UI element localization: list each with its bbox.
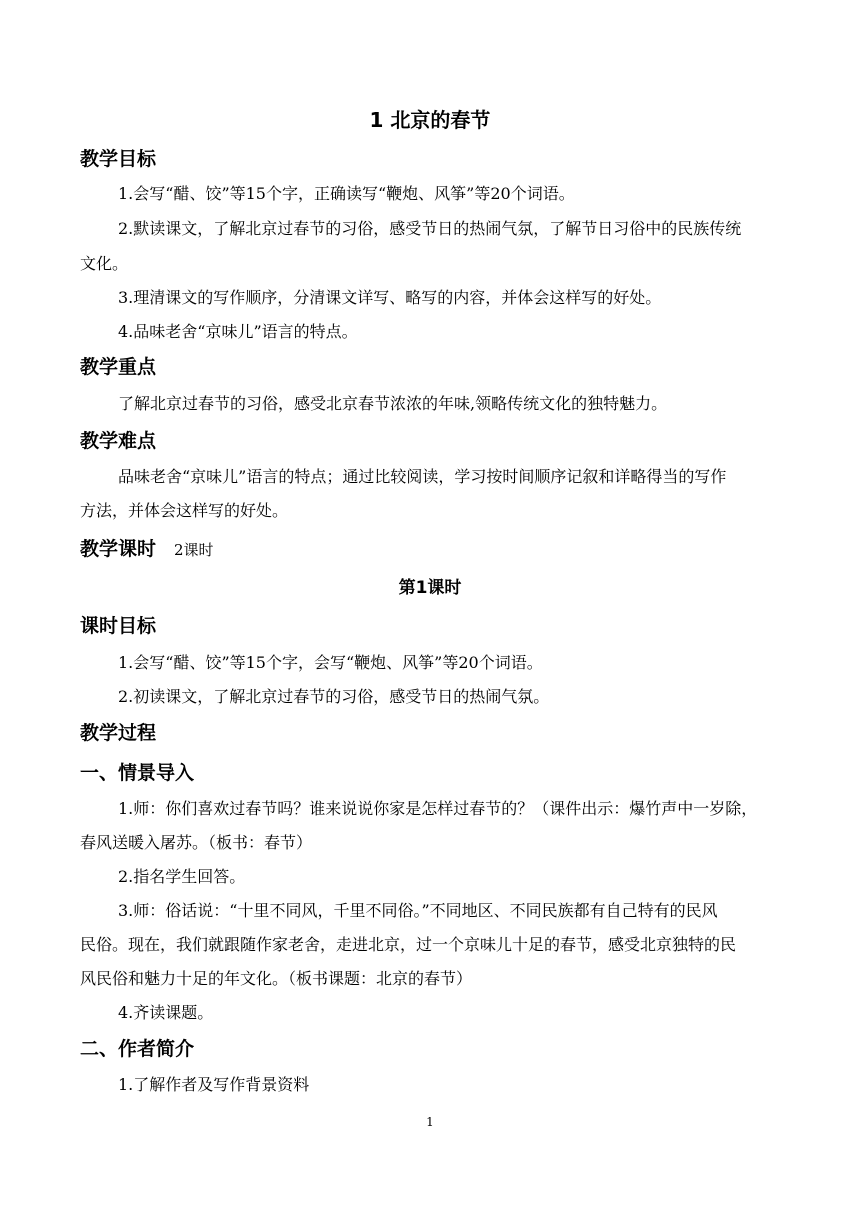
heading-teaching-process: 教学过程 <box>80 722 157 744</box>
heading-key-points: 教学重点 <box>80 356 157 378</box>
difficulties-text-line1: 品味老舍“京味儿”语言的特点；通过比较阅读，学习按时间顺序记叙和详略得当的写作 <box>118 467 727 486</box>
lesson-goal-2: 2.初读课文，了解北京过春节的习俗，感受节日的热闹气氛。 <box>118 687 550 706</box>
page-number: 1 <box>426 1115 434 1129</box>
heading-difficulties: 教学难点 <box>80 430 157 452</box>
part1-step3-line1: 3.师：俗话说：“十里不同风，千里不同俗。”不同地区、不同民族都有自己特有的民风 <box>118 901 718 920</box>
goal-item-1: 1.会写“醋、饺”等15个字，正确读写“鞭炮、风筝”等20个词语。 <box>118 184 575 203</box>
lesson-1-title: 第1课时 <box>398 578 462 598</box>
heading-teaching-hours: 教学课时 <box>80 538 157 560</box>
goal-item-2-line1: 2.默读课文，了解北京过春节的习俗，感受节日的热闹气氛，了解节日习俗中的民族传统 <box>118 219 742 238</box>
heading-lesson-goals: 课时目标 <box>80 615 157 637</box>
part1-step3-line2: 民俗。现在，我们就跟随作家老舍，走进北京，过一个京味儿十足的春节，感受北京独特的民 <box>80 935 737 954</box>
goal-item-2-line2: 文化。 <box>80 254 129 273</box>
part1-step2: 2.指名学生回答。 <box>118 867 246 886</box>
document-title: 1 北京的春节 <box>369 108 491 132</box>
goal-item-4: 4.品味老舍“京味儿”语言的特点。 <box>118 322 358 341</box>
part1-step1-line2: 春风送暖入屠苏。（板书：春节） <box>80 833 313 852</box>
goal-item-3: 3.理清课文的写作顺序，分清课文详写、略写的内容，并体会这样写的好处。 <box>118 288 662 307</box>
heading-part-1: 一、情景导入 <box>80 762 195 784</box>
part1-step1-line1: 1.师：你们喜欢过春节吗？谁来说说你家是怎样过春节的？（课件出示：爆竹声中一岁除， <box>118 799 758 818</box>
teaching-hours-value: 2课时 <box>174 541 214 559</box>
heading-teaching-goals: 教学目标 <box>80 148 157 170</box>
key-points-text: 了解北京过春节的习俗，感受北京春节浓浓的年味,领略传统文化的独特魅力。 <box>118 394 668 413</box>
heading-part-2: 二、作者简介 <box>80 1038 195 1060</box>
part2-step1: 1.了解作者及写作背景资料 <box>118 1075 310 1094</box>
part1-step3-line3: 风民俗和魅力十足的年文化。（板书课题：北京的春节） <box>80 969 473 988</box>
difficulties-text-line2: 方法，并体会这样写的好处。 <box>80 501 289 520</box>
part1-step4: 4.齐读课题。 <box>118 1003 214 1022</box>
teaching-hours-row <box>80 536 214 563</box>
lesson-goal-1: 1.会写“醋、饺”等15个字，会写“鞭炮、风筝”等20个词语。 <box>118 653 543 672</box>
